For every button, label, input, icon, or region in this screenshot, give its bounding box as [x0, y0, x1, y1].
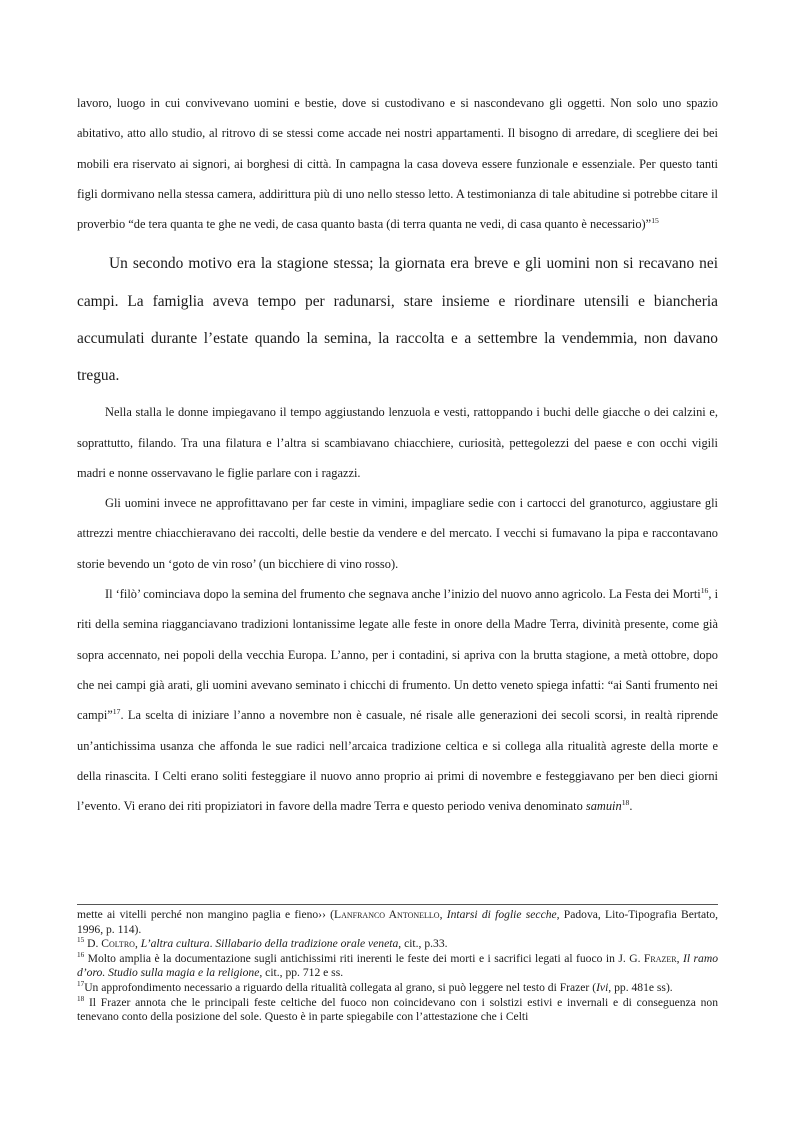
footnote-ref-17: 17	[112, 707, 121, 717]
footnote-ref-16: 16	[700, 585, 709, 595]
paragraph-5: Il ‘filò’ cominciava dopo la semina del frumento che segnava anche l’inizio del nuovo anno agricolo. La Festa dei Morti$^{16}$, i riti della semina riagganciavano tradizioni lontanissime legate alle feste in onore della Madre Terra, divinità presente, come già sopra accennato, nei popoli della vecchia Europa. L’anno, per i contadini, si apriva con la brutta stagione, a metà ottobre, dopo che nei campi già arati, gli uomini avevano seminato i chicchi di frumento. Un detto veneto spiega infatti: “ai Santi frumento nei campi”$^{17}$. La scelta di iniziare l’anno a novembre non è casuale, né risale alle generazioni dei secoli scorsi, in realtà riprende un’antichissima usanza che affonda le sue radici nell’arcaica tradizione celtica e si collega alla ritualità agreste della morte e della rinascita. I Celti erano soliti festeggiare il nuovo anno proprio ai primi di novembre e festeggiavano per ben dieci giorni l’evento. Vi erano dei riti propiziatori in favore della madre Terra e questo periodo veniva denominato samuin$^{18}$.	[77, 585, 719, 814]
footnote-16: $^{16}$ Molto amplia è la documentazione sugli antichissimi riti inerenti le feste dei morti e i sacrifici legati al fuoco in J. G. Frazer, Il ramo d’oro. Studio sulla magia e la religione, cit., pp. 712 e ss.	[77, 950, 718, 980]
footnote-17: $^{17}$Un approfondimento necessario a riguardo della ritualità collegata al grano, si può leggere nel testo di Frazer (Ivi, pp. 481e ss).	[77, 980, 673, 994]
footnote-ref-15: 15	[651, 216, 659, 226]
term-samuin: samuin	[585, 799, 622, 814]
footnotes	[77, 908, 718, 1025]
footnote-15: $^{15}$ D. Coltro, L’altra cultura. Sillabario della tradizione orale veneta, cit., p.33.	[77, 936, 448, 951]
body-text	[77, 88, 718, 821]
paragraph-1: lavoro, luogo in cui convivevano uomini e bestie, dove si custodivano e si nascondevano gli oggetti. Non solo uno spazio abitativo, atto allo studio, al ritrovo di se stessi come accade nei nostri appartamenti. Il bisogno di arredare, di scegliere dei bei mobili era riservato ai signori, ai borghesi di città. In campagna la casa doveva essere funzionale e essenziale. Per questo tanti figli dormivano nella stessa camera, addirittura più di uno nello stesso letto. A testimonianza di tale abitudine si potrebbe citare il proverbio “de tera quanta te ghe ne vedi, de casa quanto basta (di terra quanta ne vedi, di casa quanto è necessario)”$^{15}$	[77, 96, 718, 232]
footnote-separator	[77, 904, 718, 905]
paragraph-3: Nella stalla le donne impiegavano il tempo aggiustando lenzuola e vesti, rattoppando i buchi delle giacche o dei calzini e, soprattutto, filando. Tra una filatura e l’altra si scambiavano chiacchiere, curiosità, pettegolezzi del paese e con occhi vigili madri e nonne osservavano le figlie parlare con i ragazzi.	[77, 405, 718, 480]
paragraph-2: Un secondo motivo era la stagione stessa; la giornata era breve e gli uomini non si recavano nei campi. La famiglia aveva tempo per radunarsi, stare insieme e riordinare utensili e biancheria accumulati durante l’estate quando la semina, la raccolta e a settembre la vendemmia, non davano tregua.	[77, 255, 718, 385]
footnote-ref-18: 18	[621, 798, 630, 808]
footnote-18: $^{18}$ Il Frazer annota che le principali feste celtiche del fuoco non coincidevano con i solstizi estivi e invernali e di conseguenza non tenevano conto della posizione del sole. Questo è in parte spiegabile con l’attestazione che i Celti	[77, 994, 718, 1024]
paragraph-4: Gli uomini invece ne approfittavano per far ceste in vimini, impagliare sedie con i cartocci del granoturco, aggiustare gli attrezzi mentre chiacchieravano dei raccolti, delle bestie da vendere e del mercato. I vecchi si fumavano la pipa e raccontavano storie bevendo un ‘goto de vin roso’ (un bicchiere di vino rosso).	[77, 496, 718, 571]
footnote-continuation: mette ai vitelli perché non mangino paglia e fieno›› (Lanfranco Antonello, Intarsi di foglie secche, Padova, Lito-Tipografia Bertato, 1996, p. 114).	[77, 908, 719, 936]
